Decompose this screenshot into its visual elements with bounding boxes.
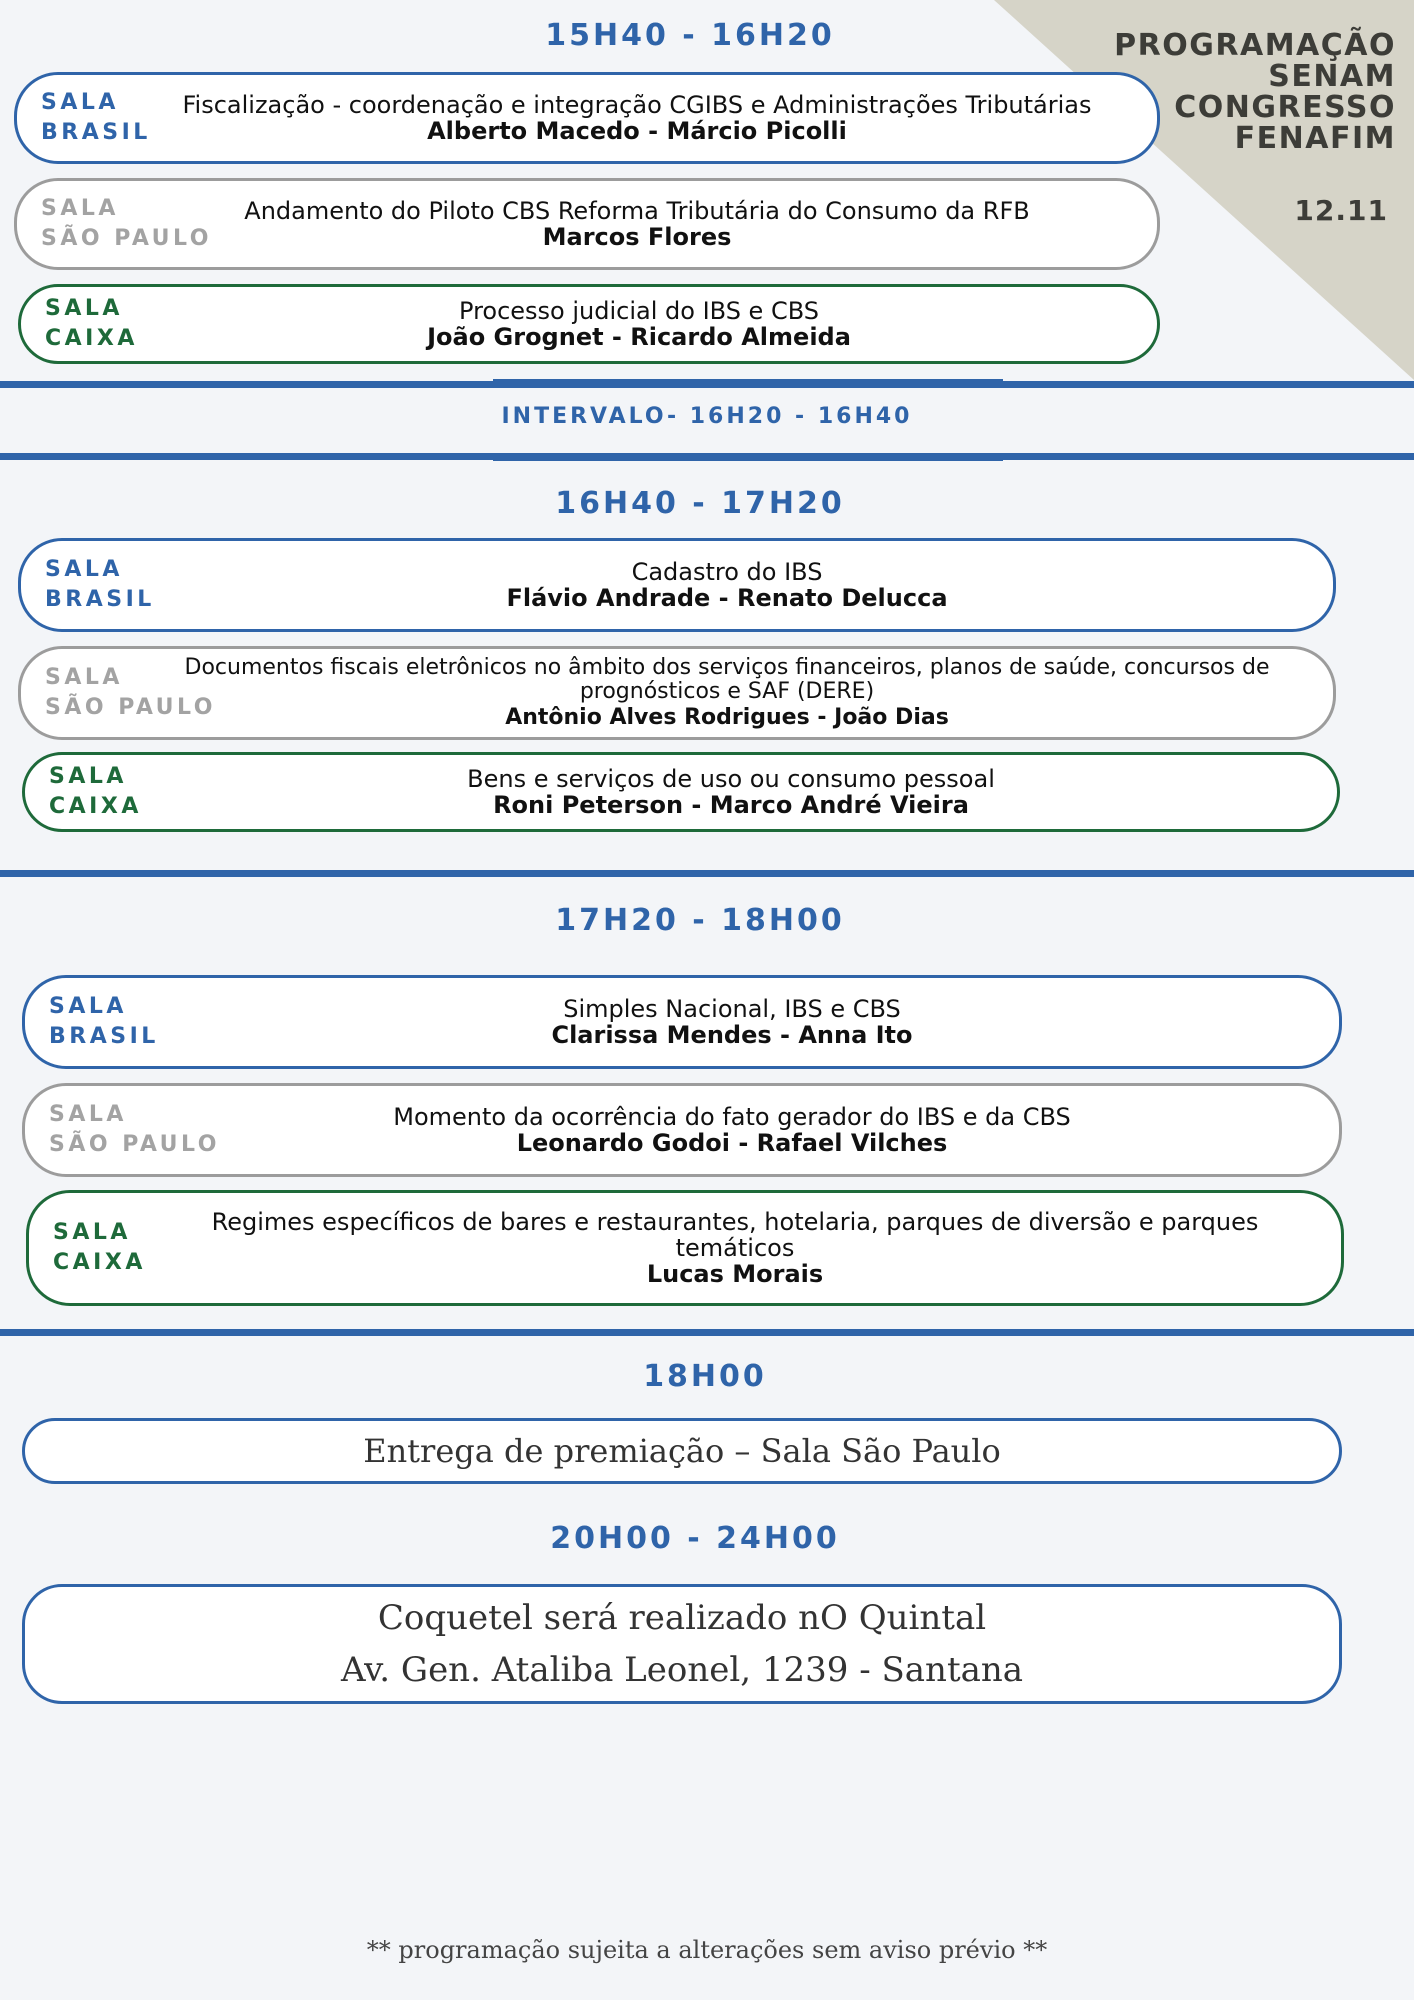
cocktail-time: 20H00 - 24H00: [550, 1521, 840, 1556]
session-topic: Processo judicial do IBS e CBS: [459, 296, 819, 325]
room-label: SALA SÃO PAULO: [41, 196, 212, 251]
room-label: SALA SÃO PAULO: [49, 1102, 220, 1157]
session-speakers: Clarissa Mendes - Anna Ito: [551, 1020, 913, 1049]
room-label: SALA BRASIL: [45, 557, 155, 612]
session-card-brasil: [14, 72, 1160, 164]
event-date: 12.11: [1294, 194, 1388, 227]
divider-accent: [493, 453, 1003, 461]
session-card-brasil: [18, 538, 1336, 632]
session-topic: Regimes específicos de bares e restaurantes, hotelaria, parques de diversão e parques temáticos: [211, 1207, 1259, 1262]
session-card-caixa: [18, 284, 1160, 364]
session-speakers: Roni Peterson - Marco André Vieira: [493, 790, 969, 819]
title-line: CONGRESSO: [1174, 90, 1396, 125]
session-card-brasil: [22, 975, 1342, 1069]
session-card-caixa: [22, 752, 1340, 832]
room-label: SALA BRASIL: [41, 90, 151, 145]
room-label: SALA BRASIL: [49, 994, 159, 1049]
session-card-sao-paulo: [22, 1083, 1342, 1177]
award-text: Entrega de premiação – Sala São Paulo: [363, 1432, 1001, 1470]
slot-time: 16H40 - 17H20: [555, 486, 845, 521]
cocktail-address: Av. Gen. Ataliba Leonel, 1239 - Santana: [340, 1650, 1024, 1690]
divider: [0, 1329, 1414, 1336]
cocktail-card: [22, 1584, 1342, 1704]
session-speakers: Lucas Morais: [646, 1259, 824, 1288]
divider: [0, 870, 1414, 877]
session-topic: Fiscalização - coordenação e integração CGIBS e Administrações Tributárias: [182, 90, 1092, 119]
session-speakers: João Grognet - Ricardo Almeida: [427, 322, 851, 351]
session-topic: Simples Nacional, IBS e CBS: [563, 994, 901, 1023]
room-label: SALA SÃO PAULO: [45, 665, 216, 720]
session-speakers: Marcos Flores: [542, 222, 732, 251]
interval-label: INTERVALO- 16H20 - 16H40: [501, 404, 913, 429]
room-label: SALA CAIXA: [53, 1220, 146, 1275]
room-label: SALA CAIXA: [49, 764, 142, 819]
session-card-sao-paulo: [18, 646, 1336, 740]
title-line: PROGRAMAÇÃO: [1114, 28, 1396, 63]
room-label: SALA CAIXA: [45, 296, 138, 351]
title-line: SENAM: [1268, 59, 1396, 94]
session-topic: Documentos fiscais eletrônicos no âmbito dos serviços financeiros, planos de saúde, concursos de prognósticos e SAF (DERE): [184, 654, 1270, 704]
award-card: [22, 1418, 1342, 1484]
session-speakers: Alberto Macedo - Márcio Picolli: [427, 116, 847, 145]
footer-note: ** programação sujeita a alterações sem aviso prévio **: [366, 1936, 1048, 1964]
slot-time: 17H20 - 18H00: [555, 903, 845, 938]
cocktail-venue: Coquetel será realizado nO Quintal: [377, 1598, 987, 1638]
slot-time: 15H40 - 16H20: [545, 18, 835, 53]
session-speakers: Antônio Alves Rodrigues - João Dias: [505, 704, 949, 730]
session-topic: Cadastro do IBS: [631, 557, 823, 586]
title-line: FENAFIM: [1234, 121, 1396, 156]
session-topic: Bens e serviços de uso ou consumo pessoal: [467, 764, 995, 793]
session-topic: Andamento do Piloto CBS Reforma Tributária do Consumo da RFB: [244, 196, 1030, 225]
divider-accent: [493, 379, 1003, 387]
session-card-caixa: [26, 1190, 1344, 1306]
session-speakers: Leonardo Godoi - Rafael Vilches: [516, 1128, 948, 1157]
session-speakers: Flávio Andrade - Renato Delucca: [506, 583, 948, 612]
award-time: 18H00: [643, 1359, 767, 1394]
session-card-sao-paulo: [14, 178, 1160, 270]
session-topic: Momento da ocorrência do fato gerador do IBS e da CBS: [393, 1102, 1071, 1131]
